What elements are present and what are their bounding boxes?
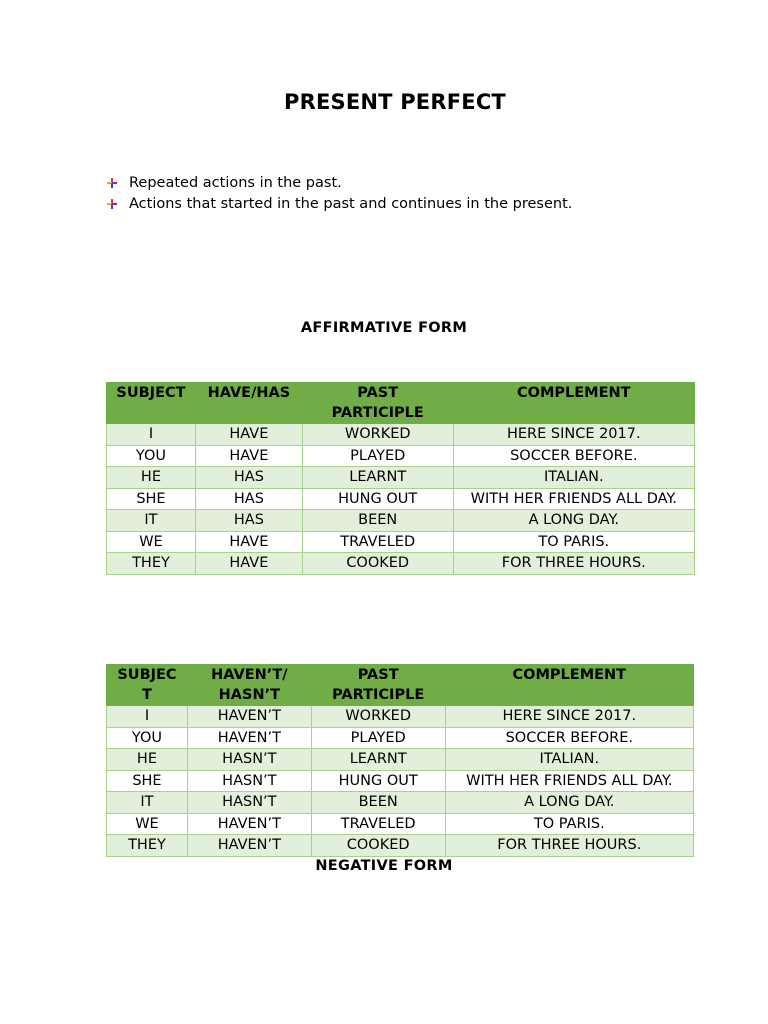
header-complement: COMPLEMENT	[453, 383, 694, 424]
cell-subject: IT	[107, 510, 196, 532]
cell-complement: A LONG DAY.	[453, 510, 694, 532]
cell-subject: WE	[107, 813, 188, 835]
header-subject: SUBJEC T	[107, 665, 188, 706]
cell-auxiliary: HAS	[195, 467, 302, 489]
cell-subject: YOU	[107, 445, 196, 467]
cell-subject: I	[107, 706, 188, 728]
table-row	[107, 424, 695, 446]
cell-subject: SHE	[107, 488, 196, 510]
cell-complement: HERE SINCE 2017.	[453, 424, 694, 446]
header-auxiliary: HAVEN’T/ HASN’T	[187, 665, 311, 706]
cross-bullet-icon	[105, 194, 121, 214]
affirmative-table	[106, 382, 695, 575]
cell-complement: A LONG DAY.	[445, 792, 693, 814]
list-item	[105, 173, 572, 194]
cell-past-participle: TRAVELED	[311, 813, 445, 835]
page-title: PRESENT PERFECT	[284, 90, 506, 114]
cell-complement: WITH HER FRIENDS ALL DAY.	[445, 770, 693, 792]
cell-auxiliary: HAVE	[195, 424, 302, 446]
cell-subject: IT	[107, 792, 188, 814]
table-row	[107, 749, 694, 771]
cell-auxiliary: HASN’T	[187, 770, 311, 792]
cell-past-participle: WORKED	[311, 706, 445, 728]
cell-subject: HE	[107, 467, 196, 489]
table-row	[107, 835, 694, 857]
cell-auxiliary: HAVEN’T	[187, 727, 311, 749]
table-row	[107, 727, 694, 749]
cell-auxiliary: HAVE	[195, 553, 302, 575]
cell-past-participle: LEARNT	[311, 749, 445, 771]
table-row	[107, 553, 695, 575]
cell-complement: WITH HER FRIENDS ALL DAY.	[453, 488, 694, 510]
table-row	[107, 792, 694, 814]
cell-complement: SOCCER BEFORE.	[445, 727, 693, 749]
cell-past-participle: PLAYED	[311, 727, 445, 749]
table-row	[107, 488, 695, 510]
cell-complement: FOR THREE HOURS.	[453, 553, 694, 575]
header-subject: SUBJECT	[107, 383, 196, 424]
cell-past-participle: BEEN	[302, 510, 453, 532]
cell-complement: FOR THREE HOURS.	[445, 835, 693, 857]
cell-auxiliary: HASN’T	[187, 749, 311, 771]
cell-auxiliary: HASN’T	[187, 792, 311, 814]
cell-subject: THEY	[107, 553, 196, 575]
bullet-list	[105, 173, 572, 214]
table-row	[107, 770, 694, 792]
table-row	[107, 813, 694, 835]
cell-subject: YOU	[107, 727, 188, 749]
cell-subject: SHE	[107, 770, 188, 792]
cell-complement: SOCCER BEFORE.	[453, 445, 694, 467]
cell-auxiliary: HAS	[195, 510, 302, 532]
negative-heading: NEGATIVE FORM	[315, 858, 453, 874]
cell-subject: I	[107, 424, 196, 446]
table-header-row	[107, 665, 694, 706]
header-auxiliary: HAVE/HAS	[195, 383, 302, 424]
affirmative-heading: AFFIRMATIVE FORM	[300, 320, 468, 336]
header-complement: COMPLEMENT	[445, 665, 693, 706]
table-row	[107, 510, 695, 532]
cell-past-participle: COOKED	[311, 835, 445, 857]
cell-past-participle: HUNG OUT	[302, 488, 453, 510]
cell-past-participle: WORKED	[302, 424, 453, 446]
cell-auxiliary: HAVE	[195, 531, 302, 553]
cell-past-participle: LEARNT	[302, 467, 453, 489]
cell-complement: TO PARIS.	[445, 813, 693, 835]
cell-auxiliary: HAS	[195, 488, 302, 510]
header-past-participle: PAST PARTICIPLE	[302, 383, 453, 424]
bullet-text: Actions that started in the past and continues in the present.	[129, 195, 573, 212]
table-row	[107, 445, 695, 467]
cell-past-participle: PLAYED	[302, 445, 453, 467]
header-past-participle: PAST PARTICIPLE	[311, 665, 445, 706]
table-header-row	[107, 383, 695, 424]
cell-auxiliary: HAVEN’T	[187, 813, 311, 835]
cell-past-participle: BEEN	[311, 792, 445, 814]
table-row	[107, 531, 695, 553]
cell-auxiliary: HAVEN’T	[187, 706, 311, 728]
cell-auxiliary: HAVEN’T	[187, 835, 311, 857]
cell-past-participle: COOKED	[302, 553, 453, 575]
cell-complement: HERE SINCE 2017.	[445, 706, 693, 728]
cell-complement: ITALIAN.	[453, 467, 694, 489]
cell-subject: THEY	[107, 835, 188, 857]
table-row	[107, 467, 695, 489]
cell-subject: HE	[107, 749, 188, 771]
bullet-text: Repeated actions in the past.	[129, 175, 342, 191]
cell-complement: TO PARIS.	[453, 531, 694, 553]
cell-auxiliary: HAVE	[195, 445, 302, 467]
cross-bullet-icon	[105, 173, 121, 193]
list-item	[105, 194, 572, 215]
cell-subject: WE	[107, 531, 196, 553]
negative-table	[106, 664, 694, 857]
table-row	[107, 706, 694, 728]
cell-past-participle: HUNG OUT	[311, 770, 445, 792]
cell-complement: ITALIAN.	[445, 749, 693, 771]
cell-past-participle: TRAVELED	[302, 531, 453, 553]
